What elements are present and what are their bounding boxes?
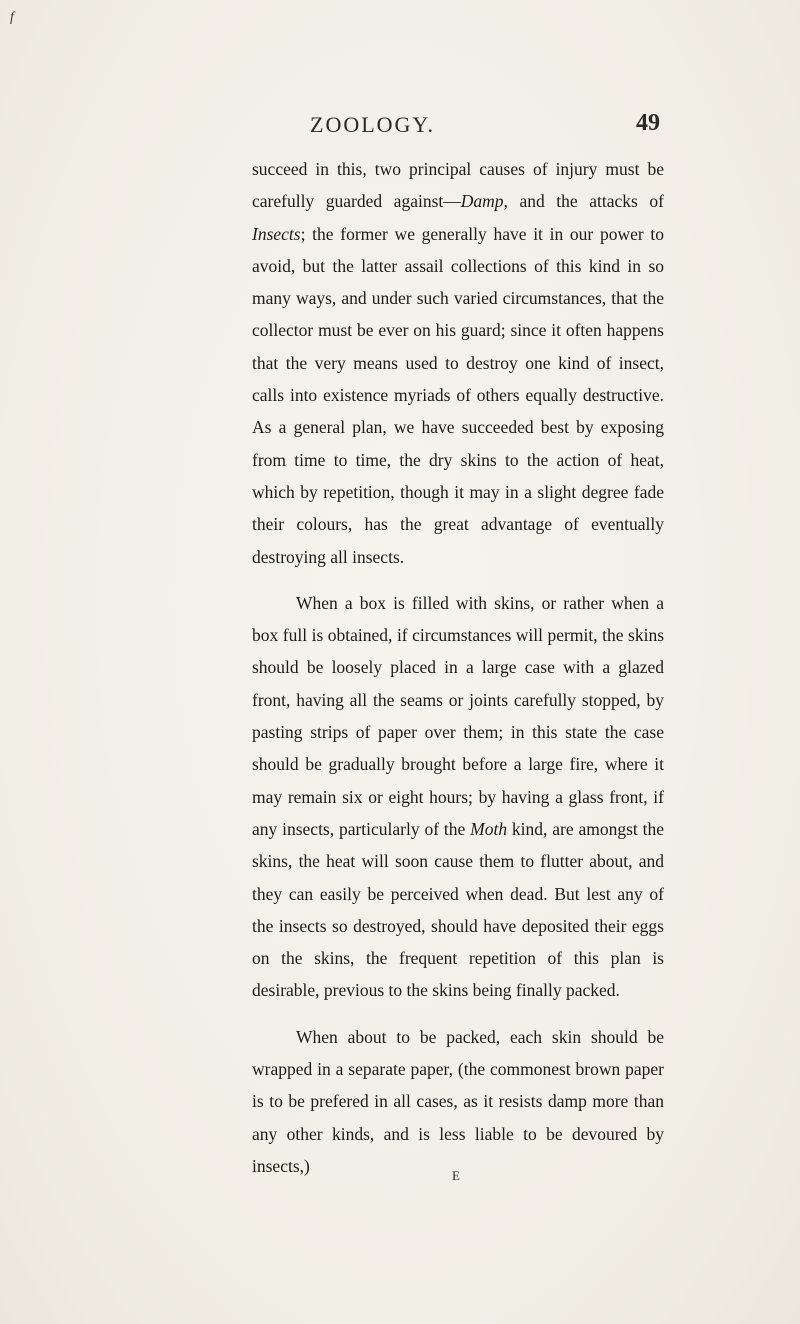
page-number: 49	[636, 110, 660, 136]
paragraph-2	[252, 587, 664, 1007]
paragraph-3	[252, 1021, 664, 1182]
page-header	[250, 110, 660, 144]
paragraph-1-part-5: ; the former we generally have it in our power to avoid, but the latter assail collections of this kind in so many ways, and under such varied circumstances, that the collector must be ever on his guard; since it often happens that the very means used to destroy one kind of insect, calls into existence myriads of others equally destructive. As a general plan, we have succeeded best by exposing from time to time, the dry skins to the action of heat, which by repetition, though it may in a slight degree fade their colours, has the great advantage of eventually destroying all insects.	[252, 223, 664, 567]
paragraph-2-part-3: kind, are amongst the skins, the heat will soon cause them to flutter about, and they can easily be perceived when dead. But lest any of the insects so destroyed, should have deposited their eggs on the skins, the frequent repetition of this plan is desirable, previous to the skins being finally packed.	[252, 818, 664, 1001]
body-text	[252, 153, 664, 1182]
running-head: ZOOLOGY.	[310, 112, 435, 137]
paragraph-1	[252, 153, 664, 573]
emphasis-damp: Damp	[460, 191, 504, 212]
paragraph-3-part-1: When about to be packed, each skin should be wrapped in a separate paper, (the commonest brown paper is to be prefered in all cases, as it resists damp more than any other kinds, and is less liable to be devoured by insects,)	[252, 1026, 664, 1176]
paragraph-1-part-1: succeed in this, two principal causes of injury must be carefully guarded against—	[252, 159, 664, 212]
emphasis-insects: Insects	[252, 223, 301, 244]
corner-mark: f	[10, 10, 14, 25]
paragraph-2-part-1: When a box is filled with skins, or rather when a box full is obtained, if circumstances will permit, the skins should be loosely placed in a large case with a glazed front, having all the seams or joints carefully stopped, by pasting strips of paper over them; in this state the case should be gradually brought before a large fire, where it may remain six or eight hours; by having a glass front, if any insects, particularly of the	[252, 592, 664, 839]
emphasis-moth: Moth	[470, 818, 508, 839]
signature-mark: E	[452, 1168, 460, 1183]
paragraph-1-part-3: , and the attacks of	[503, 191, 664, 212]
